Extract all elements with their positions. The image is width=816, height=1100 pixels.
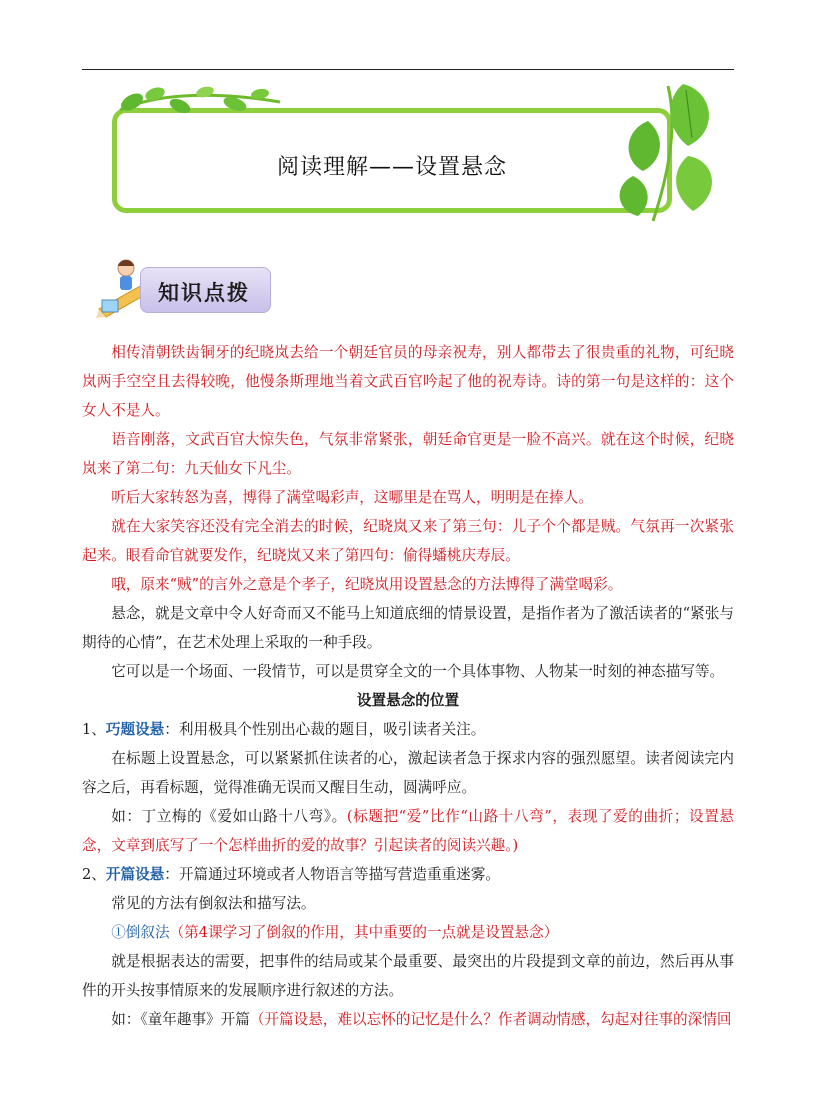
article-body bbox=[82, 338, 734, 1034]
paragraph: 常见的方法有倒叙法和描写法。 bbox=[111, 895, 316, 912]
leaf-vine-left-icon bbox=[110, 82, 290, 132]
item-text: ：利用极具个性别出心裁的题目，吸引读者关注。 bbox=[164, 721, 486, 738]
example-note: （开篇设悬，难以忘怀的记忆是什么？作者调动情感，勾起对往事的深情回 bbox=[249, 1011, 732, 1028]
paragraph bbox=[82, 1005, 734, 1034]
item-number: 1、 bbox=[82, 721, 106, 738]
section-heading: 设置悬念的位置 bbox=[356, 692, 460, 709]
item-label: 巧题设悬 bbox=[105, 721, 165, 738]
method-note: （第4课学习了倒叙的作用，其中重要的一点就是设置悬念） bbox=[169, 924, 559, 941]
paragraph: 就是根据表达的需要，把事件的结局或某个最重要、最突出的片段提到文章的前边，然后再从事件的开头按事情原来的发展顺序进行叙述的方法。 bbox=[82, 953, 734, 999]
paragraph: 就在大家笑容还没有完全消去的时候，纪晓岚又来了第三句：儿子个个都是贼。气氛再一次紧张起来。眼看命官就要发作，纪晓岚又来了第四句：偷得蟠桃庆寿辰。 bbox=[82, 518, 734, 564]
example-note: (标题把“爱”比作“山路十八弯”，表现了爱的曲折；设置悬念，文章到底写了一个怎样曲折的爱的故事？引起读者的阅读兴趣。) bbox=[82, 808, 734, 854]
paragraph: 语音刚落，文武百官大惊失色，气氛非常紧张，朝廷命官更是一脸不高兴。就在这个时候，纪晓岚来了第二句：九天仙女下凡尘。 bbox=[82, 431, 734, 477]
list-item bbox=[82, 715, 734, 744]
paragraph: 哦，原来“贼”的言外之意是个孝子，纪晓岚用设置悬念的方法博得了满堂喝彩。 bbox=[111, 576, 623, 593]
item-number: 2、 bbox=[82, 866, 106, 883]
method-label: ①倒叙法 bbox=[111, 924, 170, 941]
list-item bbox=[82, 860, 734, 889]
paragraph: 听后大家转怒为喜，博得了满堂喝彩声，这哪里是在骂人，明明是在捧人。 bbox=[111, 489, 593, 506]
example-text: 如：《童年趣事》开篇 bbox=[111, 1011, 250, 1028]
paragraph: 它可以是一个场面、一段情节，可以是贯穿全文的一个具体事物、人物某一时刻的神态描写等。 bbox=[111, 663, 725, 680]
paragraph: 相传清朝铁齿铜牙的纪晓岚去给一个朝廷官员的母亲祝寿，别人都带去了很贵重的礼物，可纪晓岚两手空空且去得较晚，他慢条斯理地当着文武百官吟起了他的祝寿诗。诗的第一句是这样的：这个女人不是人。 bbox=[82, 344, 734, 419]
top-rule bbox=[82, 69, 734, 70]
example-text: 如：丁立梅的《爱如山路十八弯》。 bbox=[111, 808, 347, 825]
section-badge-label: 知识点拨 bbox=[158, 281, 250, 305]
item-label: 开篇设悬 bbox=[105, 866, 165, 883]
paragraph: 在标题上设置悬念，可以紧紧抓住读者的心，激起读者急于探求内容的强烈愿望。读者阅读完内容之后，再看标题，觉得准确无误而又醒目生动，圆满呼应。 bbox=[82, 750, 734, 796]
paragraph bbox=[82, 918, 734, 947]
paragraph bbox=[82, 802, 734, 860]
paragraph: 悬念，就是文章中令人好奇而又不能马上知道底细的情景设置，是指作者为了激活读者的“紧张与期待的心情”，在艺术处理上采取的一种手段。 bbox=[82, 605, 734, 651]
item-text: ：开篇通过环境或者人物语言等描写营造重重迷雾。 bbox=[164, 866, 500, 883]
page-title: 阅读理解——设置悬念 bbox=[276, 155, 507, 180]
